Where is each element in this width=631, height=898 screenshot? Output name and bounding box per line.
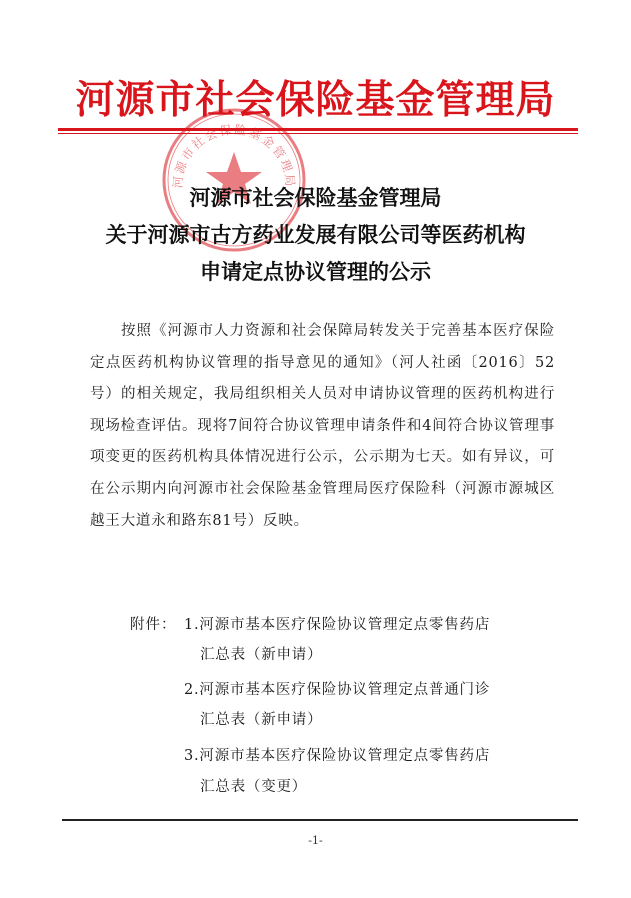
notice-title-line-1: 河源市社会保险基金管理局 [189, 185, 442, 210]
header-red-rule-thin [58, 133, 578, 134]
notice-title-line-2: 关于河源市古方药业发展有限公司等医药机构 [105, 222, 526, 247]
attachment-item-3: 3.河源市基本医疗保险协议管理定点零售药店 [184, 748, 491, 764]
page-number: -1- [308, 834, 323, 847]
agency-header-title: 河源市社会保险基金管理局 [75, 78, 556, 123]
svg-text:河源市社会保险基金管理局: 河源市社会保险基金管理局 [170, 122, 298, 189]
attachment-item-2-continuation: 汇总表（新申请） [200, 712, 323, 728]
header-red-rule-thick [58, 128, 578, 131]
attachment-item-3-continuation: 汇总表（变更） [200, 779, 308, 795]
attachment-item-1-continuation: 汇总表（新申请） [200, 647, 323, 663]
attachment-item-2: 2.河源市基本医疗保险协议管理定点普通门诊 [184, 682, 491, 698]
footer-rule [62, 819, 578, 821]
attachments-label: 附件： [130, 617, 177, 633]
attachment-item-1: 1.河源市基本医疗保险协议管理定点零售药店 [184, 617, 491, 633]
notice-body-paragraph: 按照《河源市人力资源和社会保障局转发关于完善基本医疗保险定点医药机构协议管理的指导意见的通知》（河人社函〔2016〕52号）的相关规定，我局组织相关人员对申请协议管理的医药机构进行现场检查评估。现将7间符合协议管理申请条件和4间符合协议管理事项变更的医药机构具体情况进行公示，公示期为七天。如有异议，可在公示期内向河源市社会保险基金管理局医疗保险科（河源市源城区越王大道永和路东81号）反映。 [90, 323, 555, 529]
notice-title-line-3: 申请定点协议管理的公示 [200, 259, 431, 284]
